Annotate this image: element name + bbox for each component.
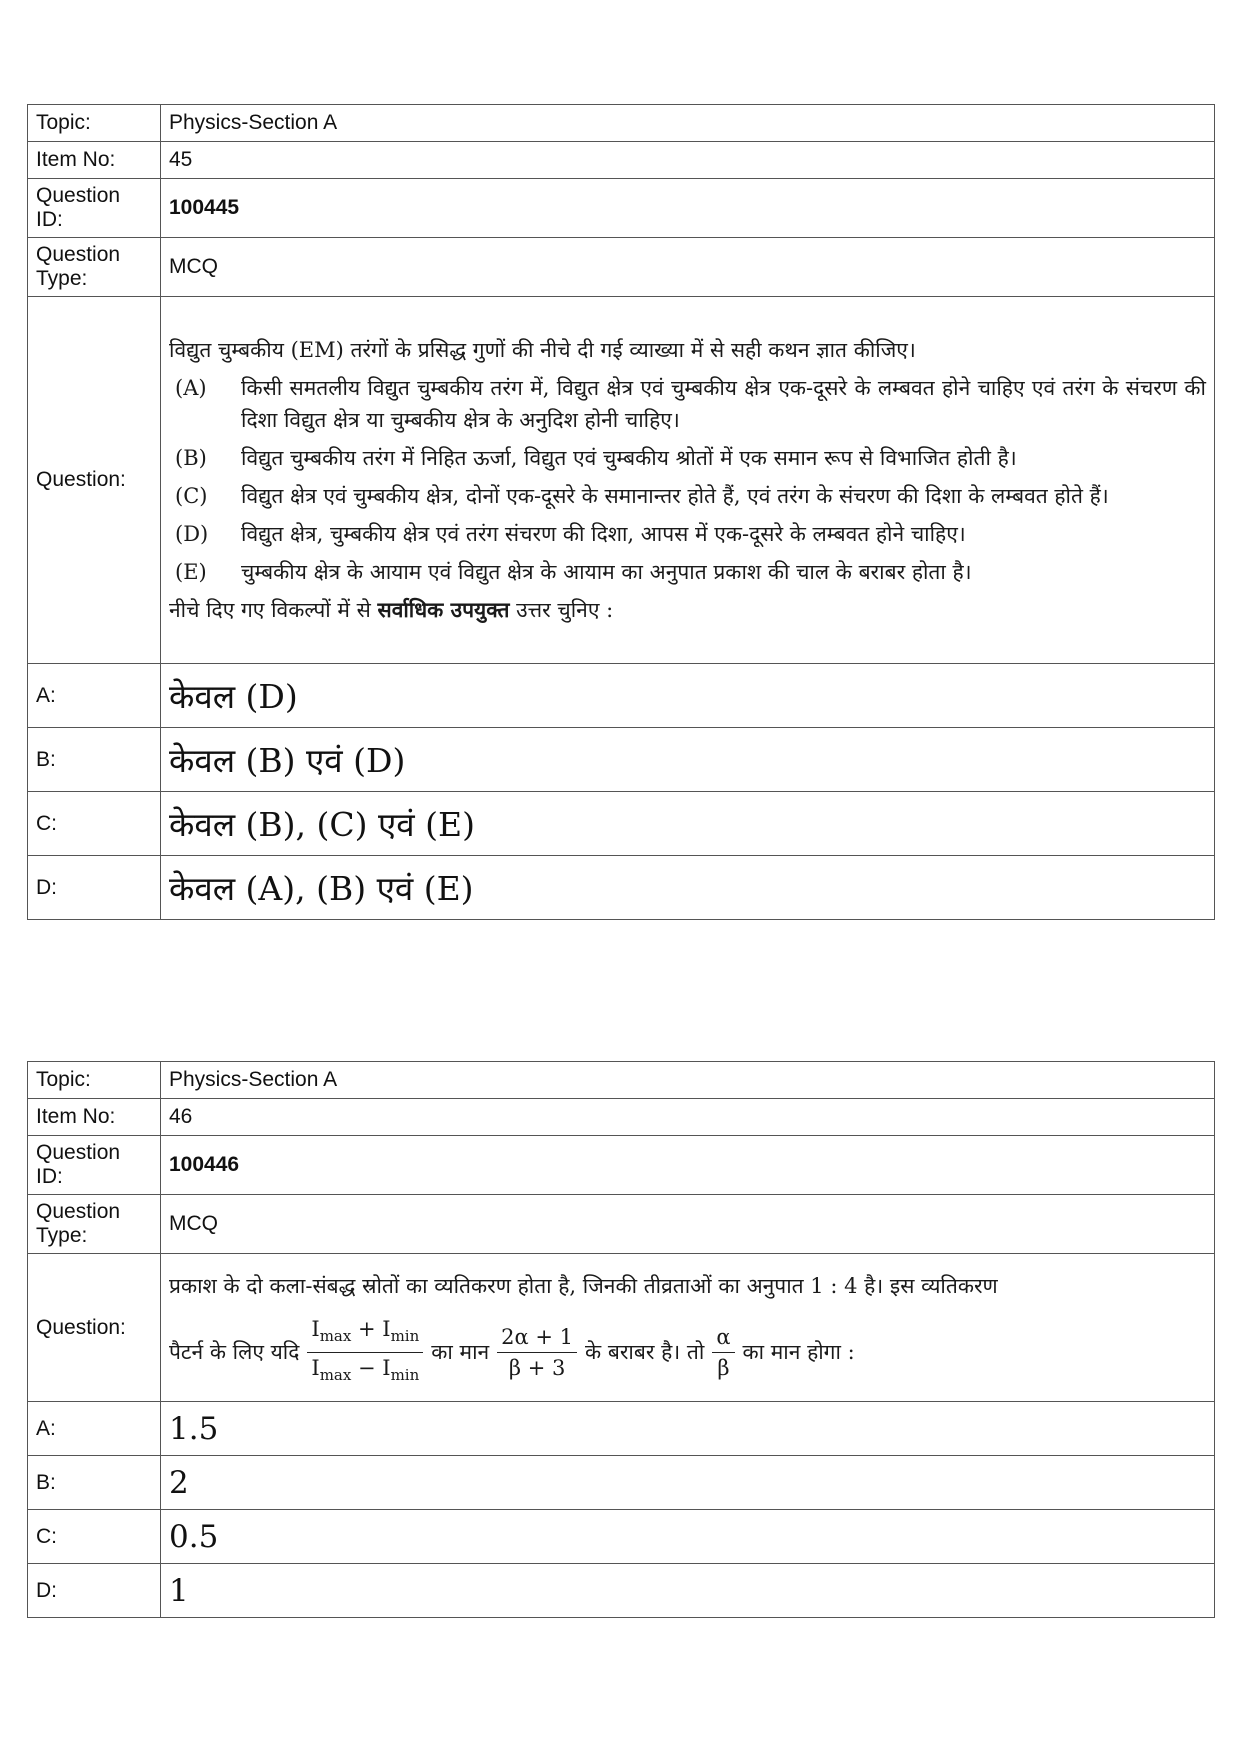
question-46-table	[27, 1061, 1215, 1618]
item-no-value: 46	[161, 1099, 1215, 1136]
option-c-value: 0.5	[161, 1510, 1215, 1564]
question-id-label: Question ID:	[28, 1136, 161, 1195]
intensity-fraction	[307, 1314, 423, 1389]
option-a-value: 1.5	[161, 1402, 1215, 1456]
topic-value: Physics-Section A	[161, 105, 1215, 142]
statement-tag: (E)	[175, 559, 207, 584]
alpha-beta-expression-fraction	[497, 1322, 577, 1383]
question-line-1: प्रकाश के दो कला-संबद्ध स्रोतों का व्यतिकरण होता है, जिनकी तीव्रताओं का अनुपात 1 : 4 है। इस व्यतिकरण	[169, 1274, 998, 1299]
option-c-label: C:	[28, 792, 161, 856]
prompt-after: उत्तर चुनिए :	[509, 597, 614, 622]
line2-post: का मान होगा :	[742, 1340, 855, 1364]
question-type-value: MCQ	[161, 238, 1215, 297]
question-type-label: Question Type:	[28, 238, 161, 297]
statement-b	[169, 442, 1206, 474]
statement-text: विद्युत क्षेत्र एवं चुम्बकीय क्षेत्र, दोनों एक-दूसरे के समानान्तर होते हैं, एवं तरंग के संचरण की दिशा के लम्बवत होते हैं।	[241, 483, 1109, 508]
question-body	[161, 297, 1215, 664]
option-d-value: केवल (A), (B) एवं (E)	[161, 856, 1215, 920]
topic-label: Topic:	[28, 105, 161, 142]
expression-numerator: 2α + 1	[497, 1322, 577, 1353]
question-prompt	[169, 594, 1206, 626]
statement-e	[169, 556, 1206, 588]
option-b-label: B:	[28, 1456, 161, 1510]
question-body	[161, 1254, 1215, 1402]
question-id-value: 100445	[161, 179, 1215, 238]
intensity-fraction-numerator: $I_{max} + I_{min}$	[307, 1314, 423, 1352]
option-b-value: केवल (B) एवं (D)	[161, 728, 1215, 792]
option-c-label: C:	[28, 1510, 161, 1564]
topic-value: Physics-Section A	[161, 1062, 1215, 1099]
statement-a	[169, 372, 1206, 436]
statement-c	[169, 480, 1206, 512]
question-id-value: 100446	[161, 1136, 1215, 1195]
option-a-value: केवल (D)	[161, 664, 1215, 728]
question-label: Question:	[28, 297, 161, 664]
option-a-label: A:	[28, 664, 161, 728]
statement-tag: (A)	[175, 375, 207, 400]
option-b-label: B:	[28, 728, 161, 792]
question-45-table	[27, 104, 1215, 920]
question-label: Question:	[28, 1254, 161, 1402]
statement-tag: (D)	[175, 521, 209, 546]
line2-mid: का मान	[431, 1340, 490, 1364]
option-c-value: केवल (B), (C) एवं (E)	[161, 792, 1215, 856]
intensity-fraction-denominator: $I_{max} - I_{min}$	[311, 1355, 420, 1384]
question-intro: विद्युत चुम्बकीय (EM) तरंगों के प्रसिद्ध गुणों की नीचे दी गई व्याख्या में से सही कथन ज्ञात कीजिए।	[169, 337, 916, 362]
statement-text: किसी समतलीय विद्युत चुम्बकीय तरंग में, विद्युत क्षेत्र एवं चुम्बकीय क्षेत्र एक-दूसरे के लम्बवत होने चाहिए एवं तरंग के संचरण की दिशा विद्युत क्षेत्र या चुम्बकीय क्षेत्र के अनुदिश होनी चाहिए।	[241, 375, 1206, 432]
statement-d	[169, 518, 1206, 550]
statement-text: विद्युत चुम्बकीय तरंग में निहित ऊर्जा, विद्युत एवं चुम्बकीय श्रोतों में एक समान रूप से विभाजित होती है।	[241, 445, 1017, 470]
statement-tag: (C)	[175, 483, 208, 508]
line2-mid2: के बराबर है। तो	[585, 1340, 705, 1364]
question-type-label: Question Type:	[28, 1195, 161, 1254]
item-no-value: 45	[161, 142, 1215, 179]
alpha-over-beta-fraction	[712, 1322, 734, 1383]
option-d-label: D:	[28, 856, 161, 920]
line2-pre: पैटर्न के लिए यदि	[169, 1340, 300, 1364]
item-no-label: Item No:	[28, 1099, 161, 1136]
prompt-before: नीचे दिए गए विकल्पों में से	[169, 597, 378, 622]
item-no-label: Item No:	[28, 142, 161, 179]
alpha-numerator: α	[712, 1322, 734, 1353]
topic-label: Topic:	[28, 1062, 161, 1099]
expression-denominator: β + 3	[508, 1355, 566, 1380]
question-type-value: MCQ	[161, 1195, 1215, 1254]
question-id-label: Question ID:	[28, 179, 161, 238]
statement-tag: (B)	[175, 445, 207, 470]
question-line-2	[169, 1314, 1206, 1389]
option-b-value: 2	[161, 1456, 1215, 1510]
statement-text: चुम्बकीय क्षेत्र के आयाम एवं विद्युत क्षेत्र के आयाम का अनुपात प्रकाश की चाल के बराबर होता है।	[241, 559, 972, 584]
option-a-label: A:	[28, 1402, 161, 1456]
prompt-bold: सर्वाधिक उपयुक्त	[377, 596, 510, 622]
option-d-label: D:	[28, 1564, 161, 1618]
beta-denominator: β	[717, 1355, 730, 1380]
statement-text: विद्युत क्षेत्र, चुम्बकीय क्षेत्र एवं तरंग संचरण की दिशा, आपस में एक-दूसरे के लम्बवत होने चाहिए।	[241, 521, 966, 546]
option-d-value: 1	[161, 1564, 1215, 1618]
